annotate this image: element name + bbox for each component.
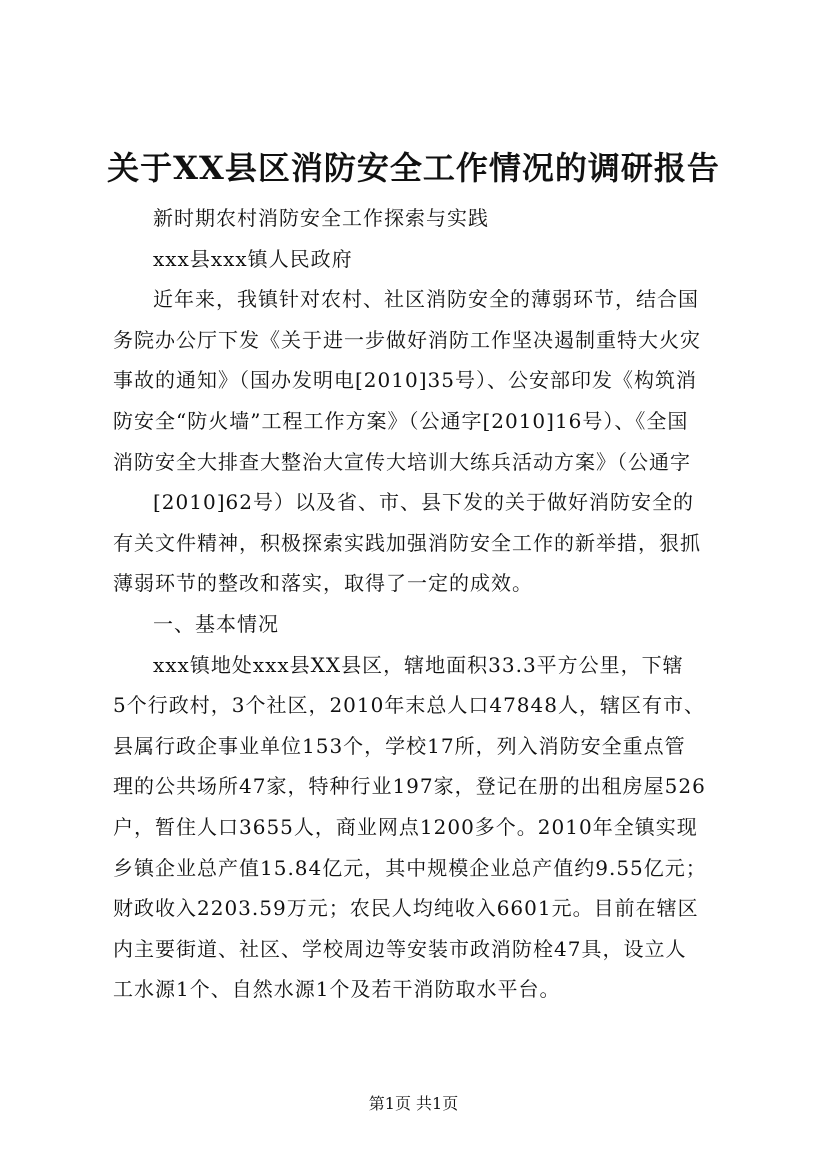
body-line: 户，暂住人口3655人，商业网点1200多个。2010年全镇实现 (113, 814, 698, 839)
body-line: 防安全“防火墙”工程工作方案》（公通字[2010]16号）、《全国 (113, 408, 689, 433)
body-line: 务院办公厅下发《关于进一步做好消防工作坚决遏制重特大火灾 (113, 327, 701, 352)
body-line: 近年来，我镇针对农村、社区消防安全的薄弱环节，结合国 (153, 287, 699, 312)
page-number-footer: 第1页 共1页 (368, 1094, 459, 1113)
body-line: xxx县xxx镇人民政府 (153, 246, 353, 271)
body-line: 财政收入2203.59万元；农民人均纯收入6601元。目前在辖区 (113, 896, 699, 921)
body-line: 理的公共场所47家，特种行业197家，登记在册的出租房屋526 (113, 774, 706, 799)
body-line: 事故的通知》（国办发明电[2010]35号）、公安部印发《构筑消 (113, 368, 697, 393)
body-line: xxx镇地处xxx县XX县区，辖地面积33.3平方公里，下辖 (153, 652, 684, 677)
body-line: 5个行政村，3个社区，2010年末总人口47848人，辖区有市、 (113, 693, 705, 718)
body-line: 新时期农村消防安全工作探索与实践 (153, 206, 489, 230)
body-line: 工水源1个、自然水源1个及若干消防取水平台。 (113, 977, 561, 1002)
document-title: 关于XX县区消防安全工作情况的调研报告 (107, 149, 720, 187)
body-line: 县属行政企事业单位153个，学校17所，列入消防安全重点管 (113, 733, 686, 758)
body-line: 消防安全大排查大整治大宣传大培训大练兵活动方案》（公通字 (113, 449, 691, 474)
body-line: [2010]62号）以及省、市、县下发的关于做好消防安全的 (153, 490, 694, 515)
section-heading: 一、基本情况 (153, 611, 279, 636)
body-line: 内主要街道、社区、学校周边等安装市政消防栓47具，设立人 (113, 936, 687, 961)
body-line: 薄弱环节的整改和落实，取得了一定的成效。 (113, 571, 533, 596)
body-line: 有关文件精神，积极探索实践加强消防安全工作的新举措，狠抓 (113, 530, 701, 555)
document-body (113, 198, 725, 1010)
body-line: 乡镇企业总产值15.84亿元，其中规模企业总产值约9.55亿元； (113, 855, 707, 880)
